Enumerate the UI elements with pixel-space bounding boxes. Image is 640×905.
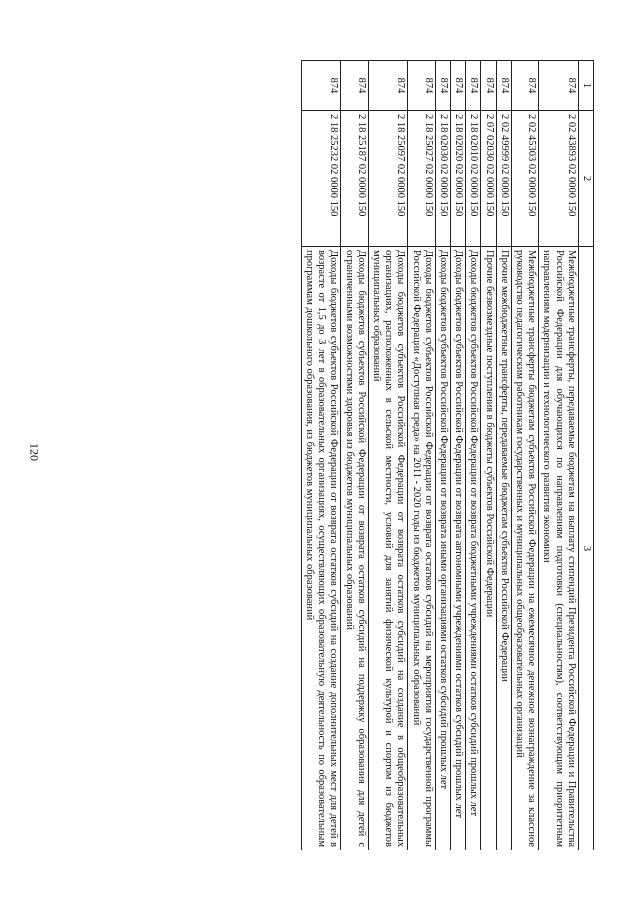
table-row [481,61,496,851]
table-container [88,60,594,850]
admin-code-cell: 874 [496,61,511,111]
table-row [408,61,435,851]
table-row [511,61,538,851]
budget-code-cell: 2 18 02030 02 0000 150 [435,111,450,247]
page-number: 120 [27,443,42,461]
table-row [341,61,368,851]
admin-code-cell: 874 [368,61,408,111]
column-number-3: 3 [578,247,593,851]
revenue-name-cell: Доходы бюджетов субъектов Российской Федерации от возврата иными организациями остатков субсидий прошлых лет [435,247,450,851]
revenue-name-cell: Межбюджетные трансферты бюджетам субъектов Российской Федерации на ежемесячное денежное вознаграждение за классное руководство педагогическим работникам государственных и муниципальных общеобразовательных организаций [511,247,538,851]
admin-code-cell: 874 [408,61,435,111]
revenue-name-cell: Межбюджетные трансферты, передаваемые бюджетам на выплату стипендий Президента Российской Федерации и Правительства Российской Федерации для обучающихся по направлениям подготовки (специальностям), соответствующим приоритетным направлениям модернизации и технологического развития экономики [539,247,579,851]
admin-code-cell: 874 [511,61,538,111]
column-number-2: 2 [578,111,593,247]
table-row [301,61,341,851]
table-row [466,61,481,851]
admin-code-cell: 874 [466,61,481,111]
admin-code-cell: 874 [481,61,496,111]
revenue-codes-table [301,60,594,850]
revenue-name-cell: Доходы бюджетов субъектов Российской Федерации от возврата бюджетными учреждениями остатков субсидий прошлых лет [466,247,481,851]
budget-code-cell: 2 02 43893 02 0000 150 [539,111,579,247]
admin-code-cell: 874 [341,61,368,111]
budget-code-cell: 2 18 25232 02 0000 150 [301,111,341,247]
budget-code-cell: 2 02 45303 02 0000 150 [511,111,538,247]
budget-code-cell: 2 07 02030 02 0000 150 [481,111,496,247]
revenue-name-cell: Доходы бюджетов субъектов Российской Федерации от возврата автономными учреждениями остатков субсидий прошлых лет [450,247,465,851]
revenue-name-cell: Прочие безвозмездные поступления в бюджеты субъектов Российской Федерации [481,247,496,851]
column-number-row [578,61,593,851]
admin-code-cell: 874 [450,61,465,111]
table-row [539,61,579,851]
admin-code-cell: 874 [539,61,579,111]
admin-code-cell: 874 [435,61,450,111]
rotated-page-area [88,60,594,850]
revenue-name-cell: Доходы бюджетов субъектов Российской Федерации от возврата остатков субсидий на мероприятия государственной программы Российской Федерации «Доступная среда» на 2011 - 2020 годы из бюджетов муниципальных образований [408,247,435,851]
column-number-1: 1 [578,61,593,111]
revenue-name-cell: Доходы бюджетов субъектов Российской Федерации от возврата остатков субсидий на создание в общеобразовательных организациях, расположенных в сельской местности, условий для занятий физической культурой и спортом из бюджетов муниципальных образований [368,247,408,851]
budget-code-cell: 2 18 02020 02 0000 150 [450,111,465,247]
revenue-name-cell: Доходы бюджетов субъектов Российской Федерации от возврата остатков субсидий на поддержку образования для детей с ограниченными возможностями здоровья из бюджетов муниципальных образований [341,247,368,851]
table-row [496,61,511,851]
budget-code-cell: 2 18 02010 02 0000 150 [466,111,481,247]
table-row [450,61,465,851]
table-row [368,61,408,851]
budget-code-cell: 2 18 25097 02 0000 150 [368,111,408,247]
budget-code-cell: 2 18 25187 02 0000 150 [341,111,368,247]
budget-code-cell: 2 18 25027 02 0000 150 [408,111,435,247]
revenue-name-cell: Доходы бюджетов субъектов Российской Федерации от возврата остатков субсидий на создание дополнительных мест для детей в возрасте от 1,5 до 3 лет в образовательных организациях, осуществляющих образовательную деятельность по образовательным программам дошкольного образования, из бюджетов муниципальных образований [301,247,341,851]
budget-code-cell: 2 02 49999 02 0000 150 [496,111,511,247]
revenue-name-cell: Прочие межбюджетные трансферты, передаваемые бюджетам субъектов Российской Федерации [496,247,511,851]
admin-code-cell: 874 [301,61,341,111]
table-row [435,61,450,851]
